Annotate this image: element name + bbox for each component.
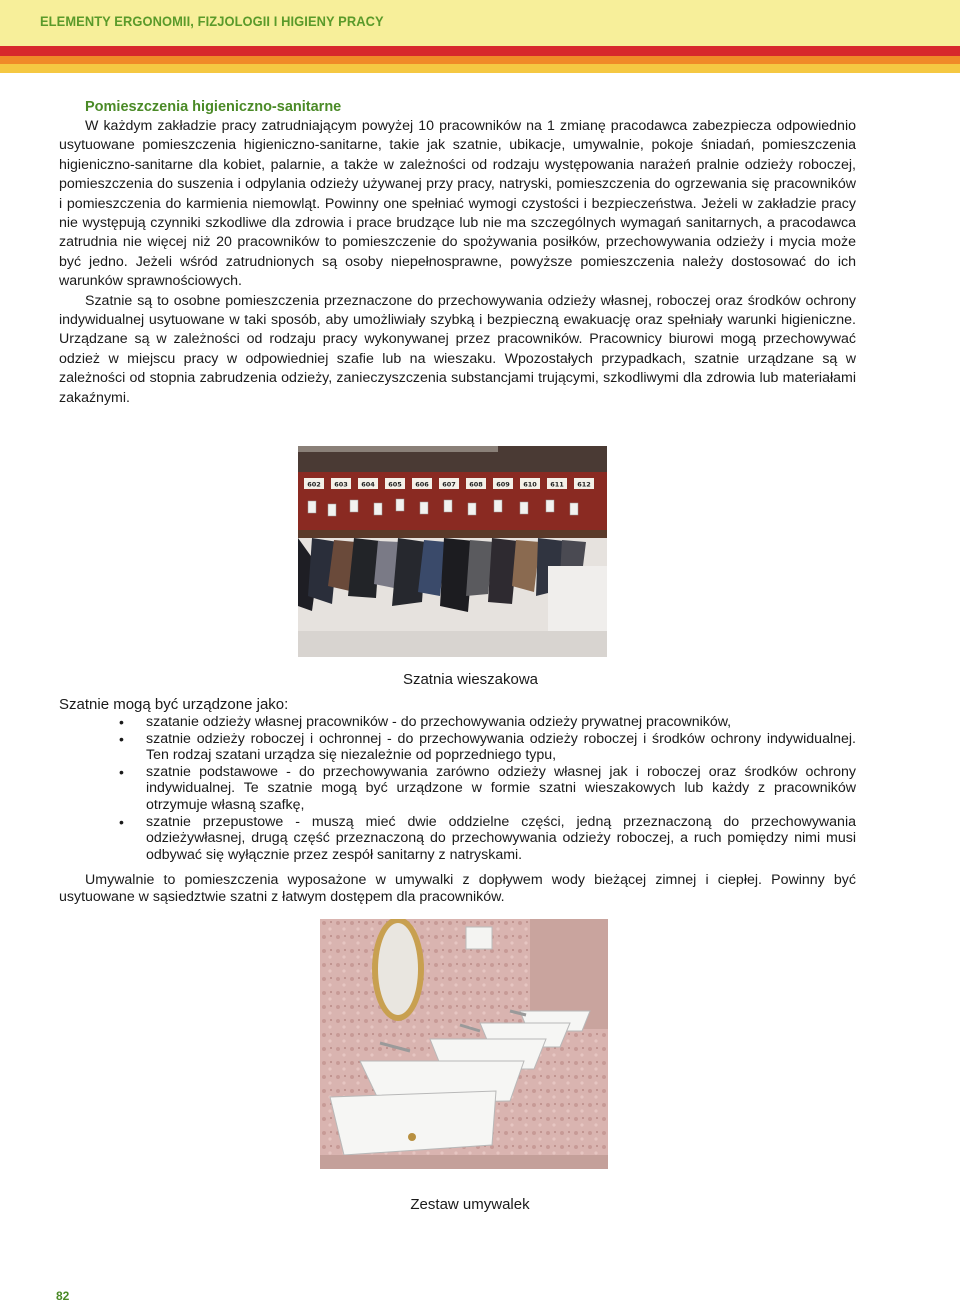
hook-number-label: 603 (334, 480, 348, 489)
hook-number-label: 606 (415, 480, 429, 489)
cloakroom-illustration (298, 446, 607, 657)
hook-number-label: 608 (469, 480, 483, 489)
hook-number-label: 605 (388, 480, 402, 489)
hook-number-plates (304, 478, 594, 489)
list-item (59, 764, 856, 814)
list-item (59, 714, 856, 731)
list-item-text: szatnie przepustowe - muszą mieć dwie oddzielne części, jedną przeznaczoną do przechowywania odzieżywłasnej, drugą część przeznaczoną do przechowywania odzieży roboczej, a ruch pomiędzy nimi musi odbywać się wyłącznie przez zespół sanitarny z natryskami. (146, 813, 856, 863)
section-heading: Pomieszczenia higieniczno-sanitarne (85, 99, 342, 115)
paragraph-intro: W każdym zakładzie pracy zatrudniającym powyżej 10 pracowników na 1 zmianę pracodawca zabezpiecza odpowiednio usytuowane pomieszczenia higieniczno-sanitarne, takie jak szatnie, ubikacje, umywalnie, pokoje śniadań, pomieszczenia higieniczno-sanitarne dla kobiet, palarnie, a także w zależności od rodzaju występowania narażeń pralnie odzieży roboczej, pomieszczenia do suszenia i odpylania odzieży używanej przy pracy, natryski, pomieszczenia do ogrzewania się pracowników i pomieszczenia do karmienia niemowląt. Powinny one spełniać wymogi czystości i bezpieczeństwa. Jeżeli w zakładzie pracy nie występują czynniki szkodliwe dla zdrowia i prace brudzące lub nie ma szczególnych wymagań sanitarnych, a pracodawca zatrudnia nie więcej niż 20 pracowników to pomieszczenie do spożywania posiłków, przechowywania odzieży i mycia może być jedno. Jeżeli wśród zatrudnionych są osoby niepełnosprawne, powyższe pomieszczenia należy dostosować do ich warunków sprawnościowych. (59, 118, 856, 290)
header-stripe-yellow (0, 64, 960, 73)
bullet-icon: • (119, 730, 124, 747)
paragraph-szatnie: Szatnie są to osobne pomieszczenia przeznaczone do przechowywania odzieży własnej, roboczej oraz środków ochrony indywidualnej usytuowane w taki sposób, aby umożliwiały szybką i bezpieczną ewakuację oraz spełniały warunki higieniczne. Urządzane są w zależności od rodzaju pracy wykonywanej przez pracowników. Pracownicy biurowi mogą przechowywać odzież w miejscu pracy w odpowiedniej szafie lub na wieszaku. Wpozostałych przypadkach, szatnie urządzane są w zależności od stopnia zabrudzenia odzieży, zanieczyszczenia substancjami trującymi, szkodliwymi dla zdrowia lub materiałami zakaźnymi. (59, 292, 856, 406)
paragraph-umywalnie: Umywalnie to pomieszczenia wyposażone w umywalki z dopływem wody bieżącej zimnej i ciepłej. Powinny być usytuowane w sąsiedztwie szatni z łatwym dostępem dla pracowników. (59, 872, 856, 905)
running-header-title: ELEMENTY ERGONOMII, FIZJOLOGII I HIGIENY PRACY (40, 13, 384, 29)
washbasins-illustration (320, 919, 608, 1169)
caption-washbasins: Zestaw umywalek (410, 1196, 530, 1213)
cloakroom-types-list (59, 714, 856, 863)
main-text-block (59, 98, 856, 408)
header-stripe-orange (0, 56, 960, 64)
bullet-icon: • (119, 714, 124, 730)
hook-number-label: 604 (361, 480, 375, 489)
hook-number-label: 609 (496, 480, 510, 489)
caption-cloakroom: Szatnia wieszakowa (402, 671, 539, 688)
hook-number-label: 610 (523, 480, 537, 489)
page-number: 82 (56, 1289, 70, 1303)
bullet-icon: • (119, 763, 124, 780)
hook-number-label: 607 (442, 480, 456, 489)
list-item-text: szatanie odzieży własnej pracowników - do przechowywania odzieży prywatnej pracowników, (146, 714, 732, 730)
list-item (59, 731, 856, 764)
list-item-text: szatnie odzieży roboczej i ochronnej - do przechowywania odzieży roboczej i środków ochrony indywidualnej. Ten rodzaj szatani urządza się niezależnie od poprzedniego typu, (146, 730, 856, 764)
list-intro: Szatnie mogą być urządzone jako: (59, 696, 289, 713)
hook-number-label: 612 (577, 480, 591, 489)
hook-number-label: 602 (307, 480, 321, 489)
bullet-icon: • (119, 813, 124, 830)
list-item (59, 814, 856, 864)
list-item-text: szatnie podstawowe - do przechowywania zarówno odzieży własnej jak i roboczej oraz środków ochrony indywidualnej. Te szatnie mogą być urządzone w formie szatni wieszakowych lub każdy z pracowników otrzymuje własną szafkę, (146, 763, 856, 813)
hook-number-label: 611 (550, 480, 564, 489)
photo-washbasins (320, 919, 608, 1169)
header-stripe-red (0, 46, 960, 56)
photo-cloakroom (298, 446, 607, 657)
